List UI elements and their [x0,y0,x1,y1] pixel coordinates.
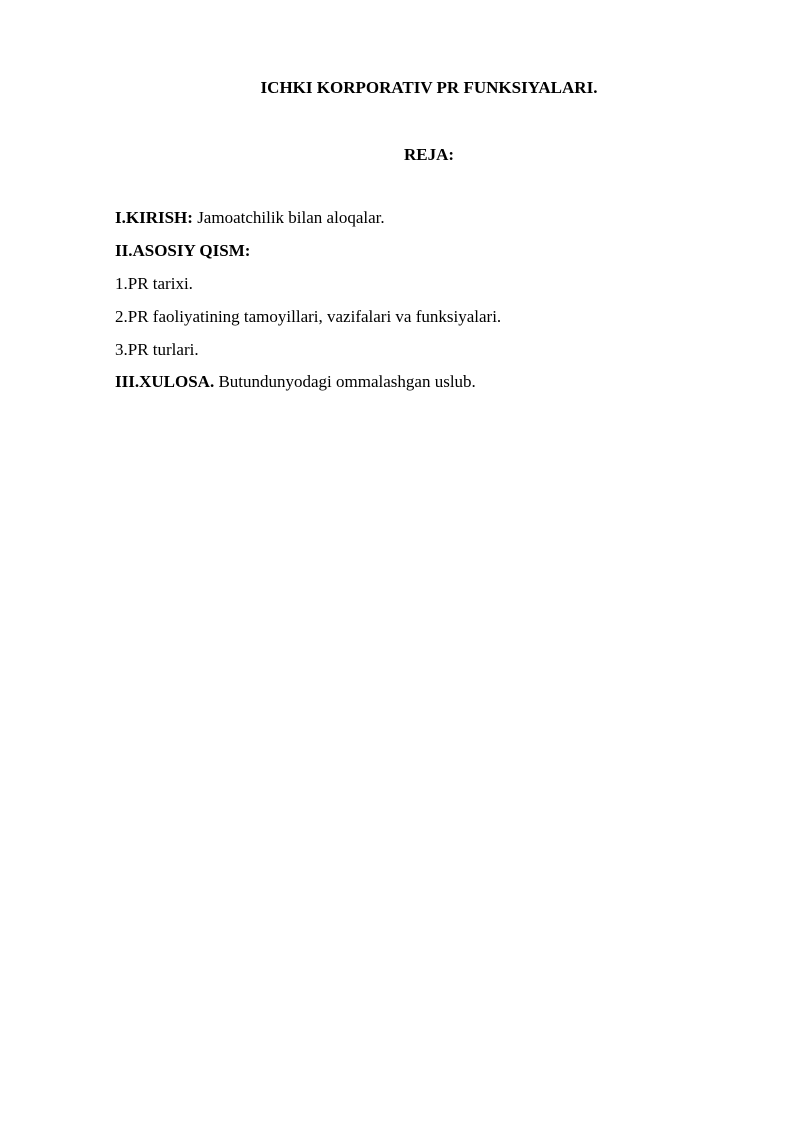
plan-item-label: III.XULOSA. [115,372,215,391]
plan-item-conclusion [115,371,476,393]
plan-item-text: 1.PR tarixi. [115,274,193,293]
plan-item-introduction [115,207,385,229]
plan-item-main-part [115,240,250,262]
plan-item-text: 3.PR turlari. [115,340,199,359]
plan-item-text: 2.PR faoliyatining tamoyillari, vazifalari va funksiyalari. [115,307,502,326]
plan-heading: REJA: [403,145,455,164]
plan-item-label: I.KIRISH: [115,208,193,227]
plan-item-text: Jamoatchilik bilan aloqalar. [192,208,385,227]
plan-item-text: Butundunyodagi ommalashgan uslub. [214,372,476,391]
plan-item-pr-types [115,339,199,361]
plan-item-pr-principles [115,306,501,328]
plan-item-pr-history [115,273,193,295]
document-title: ICHKI KORPORATIV PR FUNKSIYALARI. [260,78,598,97]
plan-item-label: II.ASOSIY QISM: [115,241,251,260]
